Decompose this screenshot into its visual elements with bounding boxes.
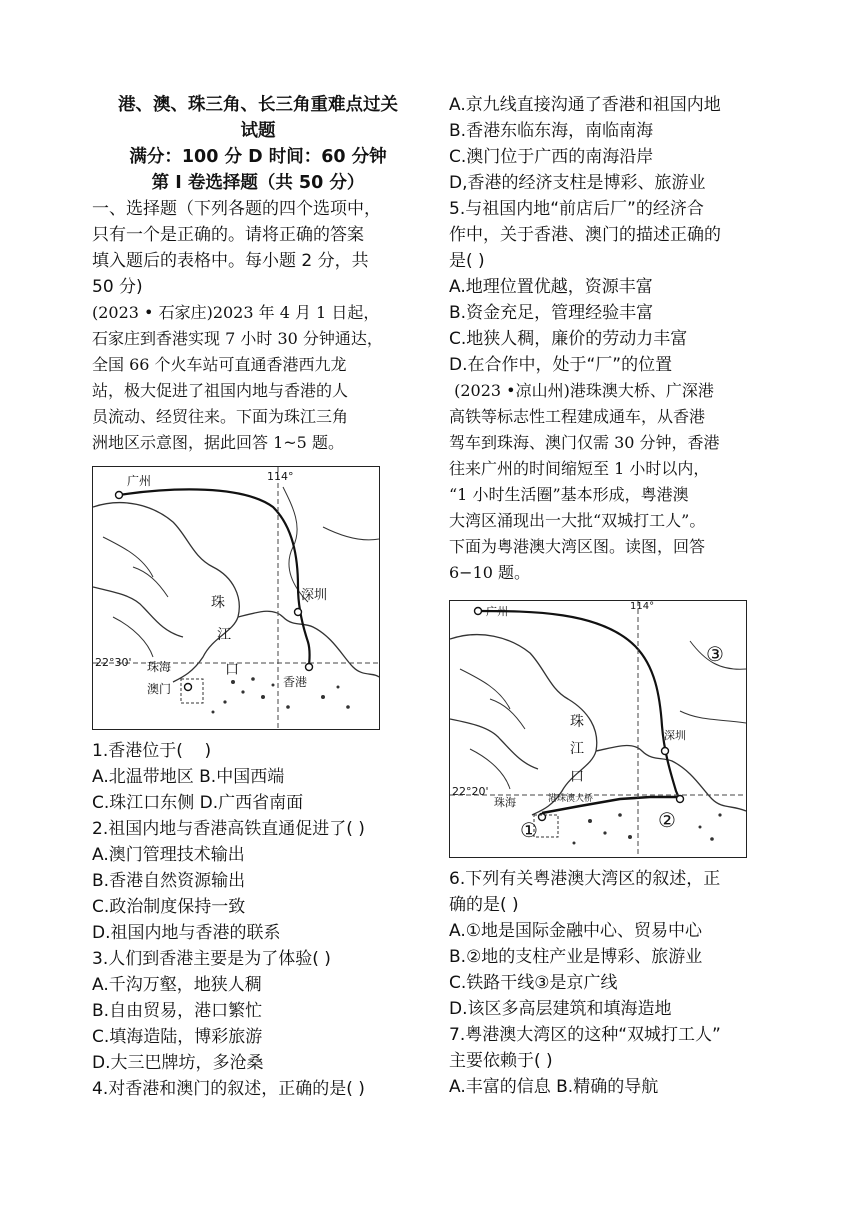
- map2-guangzhou-label: 广州: [486, 605, 508, 618]
- passage-1: [92, 300, 424, 456]
- hongkong-marker: [306, 664, 313, 671]
- question-line: 4.对香港和澳门的叙述，正确的是( ): [92, 1079, 365, 1099]
- map1-longitude-label: 114°: [267, 470, 294, 483]
- questions-right-bottom: [449, 866, 781, 1100]
- question-line: C.地狭人稠，廉价的劳动力丰富: [449, 329, 688, 349]
- question-line: B.香港自然资源输出: [92, 871, 246, 891]
- zhuhai-marker: [185, 684, 192, 691]
- question-line: 确的是( ): [449, 895, 519, 915]
- railway-line: [119, 489, 310, 667]
- passage-line: 往来广州的时间缩短至 1 小时以内，: [449, 459, 710, 478]
- question-line: A.千沟万壑，地狭人稠: [92, 975, 262, 995]
- islands: [573, 813, 722, 844]
- map2-shenzhen-label: 深圳: [664, 729, 686, 742]
- question-line: B.香港东临东海，南临南海: [449, 121, 654, 141]
- intro-line: 只有一个是正确的。请将正确的答案: [92, 225, 364, 245]
- intro-line: 填入题后的表格中。每小题 2 分，共: [92, 251, 369, 271]
- right-column: [449, 92, 781, 1100]
- question-line: A.①地是国际金融中心、贸易中心: [449, 921, 702, 941]
- map2-circle1-label: ①: [520, 818, 538, 842]
- question-line: 作中，关于香港、澳门的描述正确的: [449, 225, 721, 245]
- questions-left: [92, 738, 424, 1102]
- passage-line: 大湾区涌现出一大批“双城打工人”。: [449, 511, 706, 530]
- map1-zhuhai-label: 珠海: [147, 660, 172, 674]
- map1-macau-label: 澳门: [147, 682, 172, 696]
- passage-line: 下面为粤港澳大湾区图。读图，回答: [449, 537, 706, 556]
- question-line: 5.与祖国内地“前店后厂”的经济合: [449, 199, 704, 219]
- question-line: 1.香港位于( ): [92, 741, 212, 761]
- left-column: [92, 92, 424, 1102]
- map1-kou-label: 口: [225, 662, 239, 678]
- question-line: D.大三巴牌坊，多沧桑: [92, 1053, 264, 1073]
- hongkong-marker: [677, 796, 684, 803]
- passage-line: 石家庄到香港实现 7 小时 30 分钟通达，: [92, 329, 383, 348]
- section-intro: [92, 196, 424, 300]
- passage-line: 洲地区示意图，据此回答 1~5 题。: [92, 433, 344, 452]
- river-shape: [103, 537, 168, 657]
- guangzhou-marker: [116, 492, 123, 499]
- map1-shenzhen-label: 深圳: [301, 588, 328, 603]
- pearl-river-delta-map: [92, 466, 380, 730]
- coastline-shape: [596, 746, 746, 811]
- map2-longitude-label: 114°: [630, 601, 655, 612]
- question-line: A.北温带地区 B.中国西端: [92, 767, 285, 787]
- passage-line: 全国 66 个火车站可直通香港西九龙: [92, 355, 347, 374]
- map2-zhuhai-label: 珠海: [494, 796, 516, 809]
- question-line: 2.祖国内地与香港高铁直通促进了( ): [92, 819, 365, 839]
- passage-line: 6−10 题。: [449, 563, 531, 582]
- doc-title-line2: 试题: [240, 121, 276, 141]
- question-line: B.资金充足，管理经验丰富: [449, 303, 654, 323]
- islands: [212, 677, 350, 713]
- question-line: C.珠江口东侧 D.广西省南面: [92, 793, 304, 813]
- question-line: B.自由贸易，港口繁忙: [92, 1001, 263, 1021]
- score-time: 满分：100 分 D 时间：60 分钟: [129, 147, 387, 167]
- intro-line: 一、选择题（下列各题的四个选项中，: [92, 199, 381, 219]
- intro-line: 50 分): [92, 277, 143, 297]
- question-line: D.祖国内地与香港的联系: [92, 923, 281, 943]
- question-line: B.②地的支柱产业是博彩、旅游业: [449, 947, 703, 967]
- greater-bay-area-map: [449, 600, 747, 858]
- question-line: D.该区多高层建筑和填海造地: [449, 999, 672, 1019]
- question-line: D.在合作中，处于“厂”的位置: [449, 355, 673, 375]
- question-line: A.澳门管理技术输出: [92, 845, 245, 865]
- question-line: A.地理位置优越，资源丰富: [449, 277, 653, 297]
- question-line: D,香港的经济支柱是博彩、旅游业: [449, 173, 706, 193]
- map2-kou-label: 口: [570, 769, 584, 785]
- shenzhen-marker: [662, 748, 669, 755]
- part-heading: 第 I 卷选择题（共 50 分）: [151, 173, 365, 193]
- question-line: 6.下列有关粤港澳大湾区的叙述，正: [449, 869, 721, 889]
- river-shape: [460, 669, 525, 789]
- question-line: A.丰富的信息 B.精确的导航: [449, 1077, 659, 1097]
- map2-jiang-label: 江: [570, 741, 584, 757]
- questions-right-top: [449, 92, 781, 378]
- question-line: C.政治制度保持一致: [92, 897, 246, 917]
- passage-line: 站，极大促进了祖国内地与香港的人: [92, 381, 349, 400]
- doc-title-line1: 港、澳、珠三角、长三角重难点过关: [118, 95, 398, 115]
- question-line: 主要依赖于( ): [449, 1051, 553, 1071]
- question-line: C.澳门位于广西的南海沿岸: [449, 147, 654, 167]
- map1-latitude-label: 22°30': [95, 656, 132, 669]
- map1-zhu-label: 珠: [211, 595, 225, 611]
- map2-bridge-label: 港珠澳大桥: [548, 794, 594, 804]
- question-line: A.京九线直接沟通了香港和祖国内地: [449, 95, 721, 115]
- passage-line: (2023 • 石家庄)2023 年 4 月 1 日起，: [92, 303, 380, 322]
- shenzhen-marker: [295, 609, 302, 616]
- question-line: 3.人们到香港主要是为了体验( ): [92, 949, 331, 969]
- question-line: 是( ): [449, 251, 485, 271]
- map1-hongkong-label: 香港: [283, 675, 308, 689]
- passage-line: 员流动、经贸往来。下面为珠江三角: [92, 407, 349, 426]
- question-line: 7.粤港澳大湾区的这种“双城打工人”: [449, 1025, 721, 1045]
- map2-latitude-label: 22°20': [452, 785, 489, 798]
- passage-line: (2023 •凉山州)港珠澳大桥、广深港: [449, 381, 714, 400]
- passage-line: 高铁等标志性工程建成通车，从香港: [449, 407, 706, 426]
- question-line: C.铁路干线③是京广线: [449, 973, 618, 993]
- map1-jiang-label: 江: [217, 627, 231, 643]
- passage-line: 驾车到珠海、澳门仅需 30 分钟，香港: [449, 433, 720, 452]
- map2-zhu-label: 珠: [570, 714, 584, 730]
- map1-guangzhou-label: 广州: [127, 474, 152, 488]
- passage-2: [449, 378, 781, 586]
- macau-box: [181, 679, 203, 703]
- map2-circle3-label: ③: [706, 642, 724, 666]
- map2-circle2-label: ②: [658, 808, 676, 832]
- question-line: C.填海造陆，博彩旅游: [92, 1027, 263, 1047]
- guangzhou-marker: [475, 608, 482, 615]
- passage-line: “1 小时生活圈”基本形成，粤港澳: [449, 485, 689, 504]
